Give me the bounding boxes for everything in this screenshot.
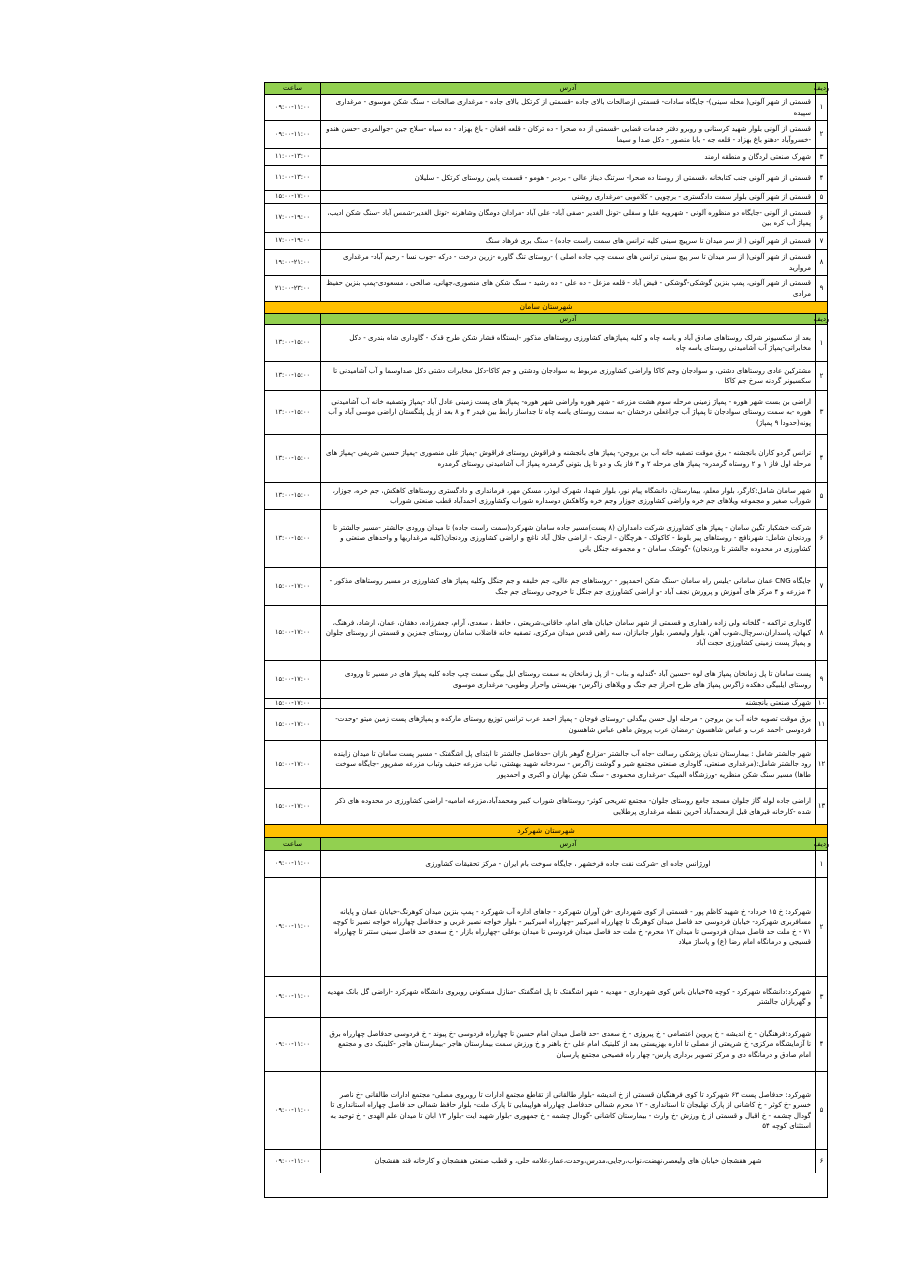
row-time: ۱۳:۰۰-۱۵:۰۰ xyxy=(274,453,311,462)
row-address: قسمتی از آلونی بلوار شهید کرستانی و روبرو دفتر خدمات قضایی -قسمتی از ده صحرا - ده ترکان - قلعه افغان - باغ بهزاد - ده سیاه -سلاج جین -جوالمردی -حسن هندو -خسروآباد -دهنو باغ بهزاد - قلعه جه - بابا منصور - دکل صدا و سیما xyxy=(320,121,815,148)
row-number: ۴ xyxy=(815,1018,827,1071)
table-row xyxy=(265,878,827,977)
header-row-number: ردیف xyxy=(813,84,830,93)
header-row-number: ردیف xyxy=(813,314,830,323)
row-address: برق موقت تصوبه خانه آب بن بروجن - مرحله اول حسن بیگدلی -روستای فوجان - پمپاژ احمد عرب ترانس توزیع روستای مارکده و پمپاژهای پست زمین میتو -وحدت- فردوسی -احمد عرب و عباس شاهسون -رمضان عرب پروش ماهی عباس شاهسون xyxy=(320,709,815,740)
row-time: ۱۵:۰۰-۱۷:۰۰ xyxy=(274,698,311,707)
row-number: ۶ xyxy=(815,1150,827,1173)
outage-schedule-table xyxy=(264,82,828,1198)
row-address: قسمتی از شهر آلونی( از سر میدان تا سر پیچ سینی ترانس های سمت چپ جاده اصلی ) -روستای تنگ گاوره -زرین درخت - درکه -جوب نسا - رحیم آباد- مرغداری مروارید xyxy=(320,250,815,275)
row-number: ۱ xyxy=(815,851,827,877)
table-row xyxy=(265,661,827,699)
row-address: شهرک صنعتی بانجشنه xyxy=(320,699,815,708)
row-address: قسمتی از شهر آلونی بلوار سمت دادگستری - برچویی - کلاموبی -مرغداری روشنی xyxy=(320,191,815,203)
row-number: ۱۱ xyxy=(815,709,827,740)
table-row xyxy=(265,851,827,878)
row-time: ۱۳:۰۰-۱۵:۰۰ xyxy=(274,407,311,416)
table-row xyxy=(265,1150,827,1173)
row-time: ۱۹:۰۰-۲۱:۰۰ xyxy=(274,257,311,266)
row-time: ۱۵:۰۰-۱۷:۰۰ xyxy=(274,674,311,683)
row-address: اراضی جاده لوله گاز جلوان مسجد جامع روستای جلوان- مجتمع تفریحی کوثر- روستاهای شوراب کبیر ومحمدآباد،مزرعه امامیه- اراضی کشاورزی در محدوده های ذکر شده -کارخانه قیرهای قبل ازمحمدآباد آخرین نقطه مرغداری پرطلایی xyxy=(320,789,815,824)
table-row xyxy=(265,709,827,741)
row-time: ۱۳:۰۰-۱۵:۰۰ xyxy=(274,338,311,347)
table-row xyxy=(265,1018,827,1072)
header-row-number: ردیف xyxy=(815,838,827,850)
row-address: شهرکرد:فرهنگیان - خ اندیشه - خ پروین اعتصامی - خ پیروزی - خ سعدی -حد فاصل میدان امام حسین تا چهارراه فردوسی -خ پیوند - خ فردوسی حدفاصل چهارراه برق تا آزمایشگاه مرکزی- خ شریعتی از مصلی تا اداره بهزیستی بعد از کلینیک امام علی -خ باهنر و خ ورزش سمت بیمارستان هاجر -بیمارستان هاجر -کلینیک دی و مجتمع امام صادق و درمانگاه دی و مرکز تصویر برداری پارس- چهار راه فصیحی مجتمع پارسیان xyxy=(320,1018,815,1071)
table-row xyxy=(265,233,827,250)
row-number: ۵ xyxy=(815,1072,827,1149)
row-address: شهر جالشتر شامل : بیمارستان ندیان پزشکی رسالت -جاه آب جالشتر -مزارع گوهر بازان -حدفاصل جالشتر تا ابتدای پل اشگفتک - مسیر پست سامان تا میدان زاینده رود جالشتر شامل:(مرغداری صنعتی، گاوداری صنعتی مجتمع شیر و گوشت زاگرس - سردخانه شهید بهشتی، تباب مزرعه حنیف وتباب مزرعه صفرپور -جایگاه سوخت طاها) مسیر سنگ شکن منظریه -ورزشگاه المپیک -مرغداری محمودی - سنگ شکن بهاران و اکبری و احمدپور xyxy=(320,741,815,788)
row-address: پست سامان تا پل زمانخان پمپاژ های لوه -حسین آباد -گندلیه و بناب - از پل زمانخان به سمت روستای ایل بیگی سمت چپ جاده کلیه پمپاژ های در مسیر تا ورودی روستای ایلبیگی دهکده زاگرس پمپاژ های طرح احراز جم جنگ و ویلاهای زاگرس- بهزیستی واحرار وطوبی- مرغداری موسوی xyxy=(320,661,815,698)
row-address: اورژانس جاده ای -شرکت نفت جاده فرخشهر ، جایگاه سوخت بام ایران - مرکز تحقیقات کشاورزی xyxy=(320,851,815,877)
row-time: ۱۷:۰۰-۱۹:۰۰ xyxy=(274,236,311,245)
row-number: ۸ xyxy=(815,250,827,275)
row-address: ترانس گردو کاران بانجشنه - برق موقت تصفیه خانه آب بن بروجن- پمپاژ های بانجشنه و فراقوش روستای فراقوش -پمپاژ علی منصوری -پمپاژ حسین شریفی -پمپاژ های مرحله اول فاز ۱ و ۲ روستاه گرمدره- پمپاژ های مرحله ۲ و ۳ فاز یک و دو تا پل بتونی گرمدره پمپاژ آب آشامیدنی روستای گرمدره xyxy=(320,435,815,482)
row-time: ۰۹:۰۰-۱۱:۰۰ xyxy=(274,859,311,868)
row-number: ۱ xyxy=(815,95,827,120)
table-row xyxy=(265,166,827,191)
row-time: ۱۱:۰۰-۱۳:۰۰ xyxy=(274,152,311,161)
table-row xyxy=(265,568,827,606)
row-address: شهرکرد:دانشگاه شهرکرد - کوچه ۴۵خیابان باس کوی شهرداری - مهدیه - شهر اشگفتک تا پل اشگفتک -منازل مسکونی روبروی دانشگاه شهرکرد -اراضی گل بانک مهدیه و گهربازان جالشتر xyxy=(320,977,815,1017)
row-address: شهرکرد: خ ۱۵ خرداد- خ شهید کاظم پور - قسمتی از کوی شهرداری -فن آوران شهرکرد - جاهای اداره آب شهرکرد - پمپ بنزین میدان کوهرنگ-خیابان عمان و پایانه مسافربری شهرکرد- خیابان فردوسی حد فاصل میدان کوهرنگ تا چهارراه امیرکبیر -چهارراه امیرکبیر - بلوار خواجه نصیر غربی و حدفاصل چهارراه خواجه نصیر تا کوچه ۷۱ - خ ملت حد فاصل میدان فردوسی تا میدان ۱۲ محرم- خ ملت حد فاصل میدان فردوسی تا میدان بوعلی -چهارراه بازار - خ سعدی حد فاصل سینی ستتر تا چهارراه قسیجی و درمانگاه امام رضا (ع) و پاساژ میلاد xyxy=(320,878,815,976)
row-address: قسمتی از شهر آلونی، پمپ بنزین گوشکی-گوشکی - فیض آباد - قلعه مزعل - ده علی - ده رشید - سنگ شکن های منصوری،جهانی، صالحی ، مسعودی-پمپ بنزین حفیظ مرادی xyxy=(320,276,815,301)
row-time: ۱۵:۰۰-۱۷:۰۰ xyxy=(274,719,311,728)
header-time xyxy=(265,314,320,324)
row-number: ۴ xyxy=(815,435,827,482)
row-address: شهرک صنعتی لردگان و منطقه ارمند xyxy=(320,149,815,165)
table-row xyxy=(265,435,827,483)
table-row xyxy=(265,149,827,166)
row-time: ۰۹:۰۰-۱۱:۰۰ xyxy=(274,102,311,111)
row-time: ۲۱:۰۰-۲۳:۰۰ xyxy=(274,283,311,292)
row-number: ۲ xyxy=(815,121,827,148)
table-row xyxy=(265,1072,827,1150)
row-number: ۶ xyxy=(815,204,827,232)
header-time: ساعت xyxy=(282,84,303,93)
table-row xyxy=(265,391,827,435)
table-row xyxy=(265,510,827,568)
table-row xyxy=(265,191,827,204)
row-number: ۶ xyxy=(815,510,827,567)
row-number: ۴ xyxy=(815,166,827,190)
row-number: ۵ xyxy=(815,483,827,509)
row-time: ۱۱:۰۰-۱۳:۰۰ xyxy=(274,173,311,182)
table-row xyxy=(265,699,827,709)
section-title-row xyxy=(265,825,827,838)
row-address: بعد از سکسیونر شرلک روستاهای صادق آباد و یاسه چاه و کلیه پمپاژهای کشاورزی روستاهای مذکور -ایستگاه فشار شکن طرح قدک - گاوداری شاه بندری - دکل مخابراتی-پمپاژ آب آشامیدنی روستای یاسه چاه xyxy=(320,325,815,361)
row-time: ۱۳:۰۰-۱۵:۰۰ xyxy=(274,533,311,542)
row-time: ۰۹:۰۰-۱۱:۰۰ xyxy=(274,992,311,1001)
row-time: ۰۹:۰۰-۱۱:۰۰ xyxy=(274,1105,311,1114)
row-number: ۱۰ xyxy=(815,699,827,708)
table-header-row xyxy=(265,314,830,325)
row-time: ۰۹:۰۰-۱۱:۰۰ xyxy=(274,922,311,931)
row-number: ۹ xyxy=(815,276,827,301)
row-number: ۳ xyxy=(815,149,827,165)
row-time: ۰۹:۰۰-۱۱:۰۰ xyxy=(274,1156,311,1165)
table-row xyxy=(265,276,827,302)
row-time: ۱۵:۰۰-۱۷:۰۰ xyxy=(274,581,311,590)
section-title: شهرستان سامان xyxy=(519,302,573,312)
table-row xyxy=(265,789,827,825)
row-address: شهر هفشجان خیابان های ولیعصر،نهضت،نواب،رجایی،مدرس،وحدت،عمار،علامه حلی، و قطب صنعتی هفشجان و کارخانه قند هفشجان xyxy=(320,1150,815,1173)
row-number: ۱۳ xyxy=(815,789,827,824)
row-number: ۷ xyxy=(815,568,827,605)
table-row xyxy=(265,362,827,391)
table-row xyxy=(265,741,827,789)
table-header-row xyxy=(265,838,830,851)
row-address: قسمتی از شهر آلونی جنب کتابخانه ،قسمتی از روستا ده صحرا- سرتنگ دیناز عالی - بردبر - هومو - قسمت پایین روستای کرتکل - سلیلان xyxy=(320,166,815,190)
header-time: ساعت xyxy=(282,839,303,848)
table-row xyxy=(265,483,827,510)
row-time: ۰۹:۰۰-۱۱:۰۰ xyxy=(274,1039,311,1048)
table-row xyxy=(265,977,827,1018)
row-number: ۳ xyxy=(815,391,827,434)
header-address: آدرس xyxy=(320,83,815,94)
row-address: مشترکین عادی روستاهای دشتی، و سوادجان وجم کاکا واراضی کشاورزی مربوط به سوادجان ودشتی و جم کاکا-دکل مخابرات دشتی دکل صداوسما و آب آشامیدنی تا سکسیونر گردنه سرخ جم کاکا xyxy=(320,362,815,390)
row-number: ۳ xyxy=(815,977,827,1017)
row-address: جایگاه CNG عمان سامانی -یلیس راه سامان -سنگ شکن احمدپور - -روستاهای جم عالی، جم خلیفه و جم جنگل وکلیه پمپاژ های کشاورزی در مسیر روستاهای مذکور - ۴ مزرعه و ۴ مرکز های آموزش و پرورش نجف آباد -و اراضی کشاورزی جم جنگل تا خروجی روستای جم جنگ xyxy=(320,568,815,605)
table-row xyxy=(265,606,827,661)
row-time: ۱۵:۰۰-۱۷:۰۰ xyxy=(274,192,311,201)
row-address: اراضی بن بست شهر هوره - پمپاژ زمینی مرحله سوم هشت مزرعه - شهر هوره واراضی شهر هوره- پمپاژ های پست زمینی عادل آباد -پمپاژ وتصفیه خانه آب آشامیدنی هوره -به سمت روستای سوادجان تا پمپاژ آب جراغعلی درخشان -به سمت روستای یاسه چاه تا جداساز رابط بین فیدر ۴ و ۸ بعد از پل پلنگستان اراضی موسی آباد و آب پونه(حدودا ۹ پمپاژ) xyxy=(320,391,815,434)
row-address: قسمتی از شهر آلونی ( از سر میدان تا سرپیچ سینی کلیه ترانس های سمت راست جاده) - سنگ بری فرهاد سنگ xyxy=(320,233,815,249)
row-number: ۵ xyxy=(815,191,827,203)
row-time: ۱۵:۰۰-۱۷:۰۰ xyxy=(274,628,311,637)
row-number: ۹ xyxy=(815,661,827,698)
row-time: ۱۳:۰۰-۱۵:۰۰ xyxy=(274,371,311,380)
table-row xyxy=(265,95,827,121)
row-number: ۲ xyxy=(815,878,827,976)
table-row xyxy=(265,250,827,276)
row-number: ۱۲ xyxy=(815,741,827,788)
row-address: قسمتی از شهر آلونی( محله سینی)- جایگاه سادات- قسمتی ازصالحات بالای جاده -قسمتی از کرتکل بالای جاده - مرغداری صالحات - سنگ شکن موسوی - مرغداری سپیده xyxy=(320,95,815,120)
row-number: ۲ xyxy=(815,362,827,390)
section-title-row xyxy=(265,302,827,314)
row-number: ۷ xyxy=(815,233,827,249)
row-address: قسمتی از آلونی -جایگاه دو منظوره آلونی - شهرویه علیا و سفلی -تونل الغدیر -صفی آباد- علی آباد -مرادان دومگان وشاهرنه -تونل الغدیر-شمس آباد -سنگ شکن ادیب، پمپاژ آب کره بین xyxy=(320,204,815,232)
row-time: ۰۹:۰۰-۱۱:۰۰ xyxy=(274,129,311,138)
row-address: شرکت خشکبار تگین سامان - پمپاژ های کشاورزی شرکت دامداران (۸ پست)مسیر جاده سامان شهرکرد(سمت راست جاده) تا میدان ورودی جالشتر -مسیر جالشتر تا وردنجان شامل: شهرنافچ - روستاهای پیر بلوط - کاکولک - هرچگان - ارجنک - اراضی جلال آباد ناغچ و اراضی کشاورزی وردنجان(کلیه مرغداریها و واحدهای صنعتی و کشاورزی در محدوده جالشتر تا وردنجان) -گوشک سامان - و مجموعه جنگل بانی xyxy=(320,510,815,567)
row-address: شهرکرد: حدفاصل پست ۶۳ شهرکرد تا کوی فرهنگیان قسمتی از خ اندیشه -بلوار طالقانی از تقاطع مجتمع ادارات تا روبروی مصلی- مجتمع ادارات طالقانی -خ ناصر خسرو -خ کوثر - خ کاشانی از پارک تهلیجان تا استانداری - ۱۲ محرم شمالی حدفاصل چهارراه هواپیمایی تا پارک ملت- بلوار حافظ شمالی حد فاصل چهاراه استانداری تا گودال چشمه - خ اقبال و قسمتی از خ ورزش -خ وارث - بیمارستان کاشانی -گودال چشمه - خ جمهوری -بلوار شهید ایت -بلوار ۱۳ ابان تا میدان علم الهدی - خ توحید به استثنای کوچه ۵۴ xyxy=(320,1072,815,1149)
table-row xyxy=(265,204,827,233)
row-address: گاوداری تراکمه - گلخانه ولی زاده راهداری و قسمتی از شهر سامان خیابان های امام، خاقانی،شریعتی ، حافظ ، سعدی، آرام، جعفرزاده، دهقان، عمان، ارشاد، فرهنگ، کیهان، پاسداران،سرچال،شوب آهن، بلوار ولیعصر، بلوار جانبازان، سه راهی قدس میدان مرکزی، تصفیه خانه فاضلاب سامان روستای جمزین و قسمتی از روستای جلوان و پمپاژ پست زمینی کشاورزی حجت آباد xyxy=(320,606,815,660)
row-number: ۱ xyxy=(815,325,827,361)
table-row xyxy=(265,121,827,149)
row-number: ۸ xyxy=(815,606,827,660)
row-time: ۱۵:۰۰-۱۷:۰۰ xyxy=(274,759,311,768)
table-header-row xyxy=(265,83,830,95)
header-address: آدرس xyxy=(320,838,815,850)
row-address: شهر سامان شامل:کارگر، بلوار معلم، بیمارستان، دانشگاه پیام نور، بلوار شهدا، شهرک ابوذر، مسکن مهر، فرمانداری و دادگستری روستاهای کاهکش، جم خره، جوزار، شوراب صغیر و مجموعه ویلاهای جم خره واراضی کشاورزی جوزار وجم خره وکاهکش دوسداره شوراب وکشاورزی احمدآباد قطب صنعتی شوراب xyxy=(320,483,815,509)
row-time: ۱۷:۰۰-۱۹:۰۰ xyxy=(274,213,311,222)
row-time: ۱۳:۰۰-۱۵:۰۰ xyxy=(274,491,311,500)
row-time: ۱۵:۰۰-۱۷:۰۰ xyxy=(274,801,311,810)
section-title: شهرستان شهرکرد xyxy=(517,825,575,835)
table-row xyxy=(265,325,827,362)
header-address: آدرس xyxy=(320,314,815,324)
